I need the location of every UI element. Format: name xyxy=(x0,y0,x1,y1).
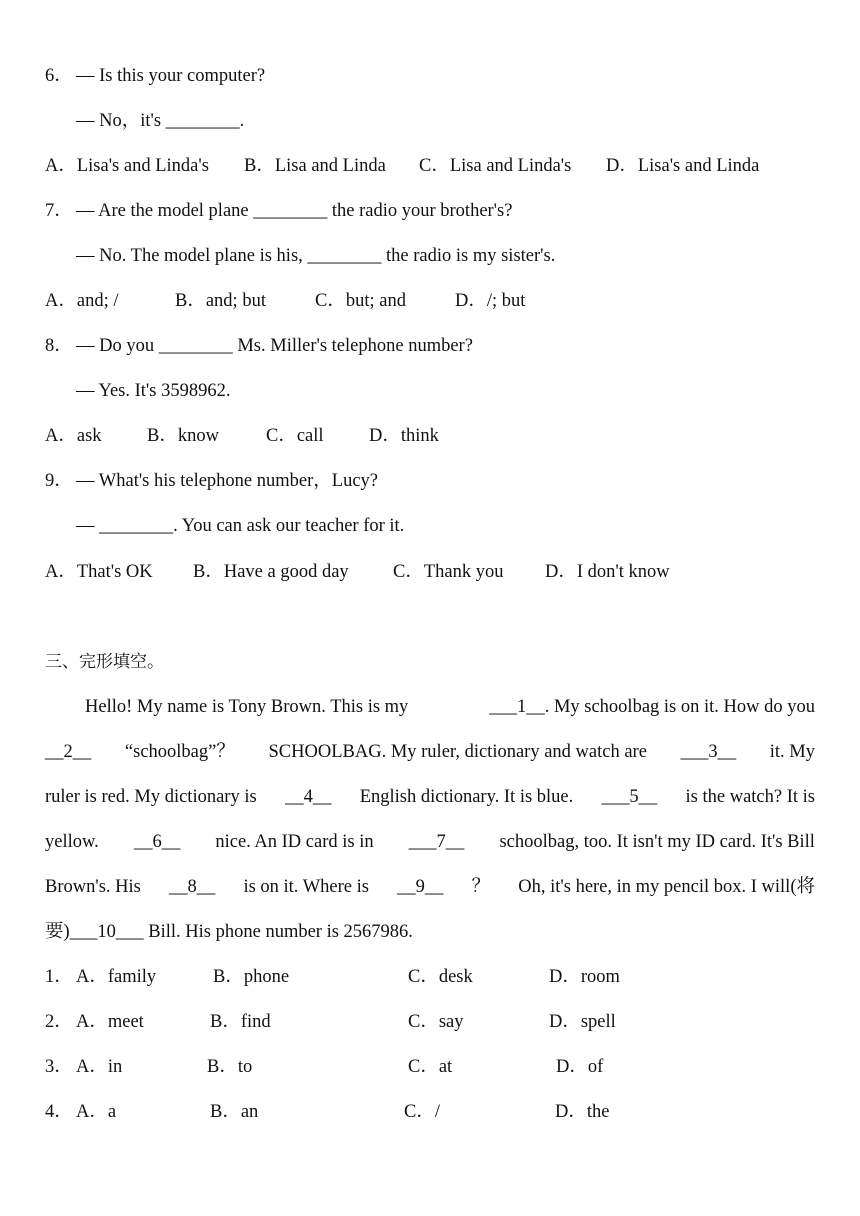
cloze-4-option-d: D．the xyxy=(555,1102,610,1122)
question-8-option-d: D．think xyxy=(369,426,439,446)
passage-text: “schoolbag”？ xyxy=(124,742,235,762)
passage-text: ___1__. My schoolbag is on it. How do you xyxy=(489,697,815,717)
question-8-reply: — Yes. It's 3598962. xyxy=(76,381,231,401)
cloze-4-option-a: A．a xyxy=(76,1102,117,1122)
question-9-reply: — ________. You can ask our teacher for it. xyxy=(76,516,405,536)
blank-6: __6__ xyxy=(133,832,181,852)
cloze-2-option-d: D．spell xyxy=(549,1012,616,1032)
question-7-option-b: B．and; but xyxy=(175,291,266,311)
cloze-4-option-c: C．/ xyxy=(404,1102,440,1122)
cloze-4-option-b: B．an xyxy=(210,1102,259,1122)
passage-text: yellow. xyxy=(45,832,99,852)
passage-text: English dictionary. It is blue. xyxy=(359,787,574,807)
question-8-option-b: B．know xyxy=(147,426,219,446)
passage-text: ？ xyxy=(471,877,491,897)
question-9-number: 9． xyxy=(45,471,73,491)
cloze-3-option-d: D．of xyxy=(556,1057,604,1077)
blank-2: __2__ xyxy=(45,742,92,762)
question-6-option-d: D．Lisa's and Linda xyxy=(606,156,760,176)
cloze-2-number: 2． xyxy=(45,1012,73,1032)
passage-line-5 xyxy=(45,875,815,899)
question-6-prompt: — Is this your computer? xyxy=(76,66,266,86)
blank-3: ___3__ xyxy=(680,742,737,762)
cloze-1-option-a: A．family xyxy=(76,967,157,987)
blank-4: __4__ xyxy=(285,787,332,807)
question-8-prompt: — Do you ________ Ms. Miller's telephone number? xyxy=(76,336,473,356)
cloze-2-option-b: B．find xyxy=(210,1012,271,1032)
blank-5: ___5__ xyxy=(601,787,658,807)
cloze-1-option-d: D．room xyxy=(549,967,620,987)
passage-text: is on it. Where is xyxy=(243,877,369,897)
cloze-1-option-b: B．phone xyxy=(213,967,290,987)
question-8-option-c: C．call xyxy=(266,426,324,446)
passage-line-2 xyxy=(45,740,815,764)
question-6-option-a: A．Lisa's and Linda's xyxy=(45,156,209,176)
passage-text: Brown's. His xyxy=(45,877,141,897)
question-9-prompt: — What's his telephone number，Lucy? xyxy=(76,471,378,491)
cloze-2-option-a: A．meet xyxy=(76,1012,144,1032)
question-7-reply: — No. The model plane is his, ________ the radio is my sister's. xyxy=(76,246,556,266)
blank-8: __8__ xyxy=(169,877,216,897)
cloze-3-option-b: B．to xyxy=(207,1057,253,1077)
passage-line-4 xyxy=(45,830,815,854)
passage-text: it. My xyxy=(769,742,815,762)
cloze-3-number: 3． xyxy=(45,1057,73,1077)
cloze-2-option-c: C．say xyxy=(408,1012,464,1032)
passage-text: ruler is red. My dictionary is xyxy=(45,787,257,807)
section-title: 三、完形填空。 xyxy=(45,652,164,672)
question-9-option-c: C．Thank you xyxy=(393,562,504,582)
blank-7: ___7__ xyxy=(408,832,465,852)
cloze-1-number: 1． xyxy=(45,967,73,987)
question-9-option-b: B．Have a good day xyxy=(193,562,349,582)
passage-text: nice. An ID card is in xyxy=(215,832,374,852)
passage-text: is the watch? It is xyxy=(685,787,815,807)
passage-line-1 xyxy=(85,695,815,719)
question-8-number: 8． xyxy=(45,336,73,356)
cloze-4-number: 4． xyxy=(45,1102,73,1122)
question-6-number: 6． xyxy=(45,66,73,86)
question-6-reply: — No，it's ________. xyxy=(76,111,245,131)
question-9-option-a: A．That's OK xyxy=(45,562,153,582)
blank-9: __9__ xyxy=(397,877,444,897)
question-9-option-d: D．I don't know xyxy=(545,562,670,582)
question-8-option-a: A．ask xyxy=(45,426,102,446)
passage-text: schoolbag, too. It isn't my ID card. It's Bill xyxy=(499,832,815,852)
cloze-3-option-c: C．at xyxy=(408,1057,453,1077)
passage-text: Oh, it's here, in my pencil box. I will(将 xyxy=(518,877,815,897)
passage-text: SCHOOLBAG. My ruler, dictionary and watch are xyxy=(268,742,647,762)
question-6-option-c: C．Lisa and Linda's xyxy=(419,156,572,176)
question-7-prompt: — Are the model plane ________ the radio your brother's? xyxy=(76,201,513,221)
cloze-3-option-a: A．in xyxy=(76,1057,123,1077)
passage-line-3 xyxy=(45,785,815,809)
question-7-number: 7． xyxy=(45,201,73,221)
passage-line-6: 要)___10___ Bill. His phone number is 2567986. xyxy=(45,922,413,942)
cloze-1-option-c: C．desk xyxy=(408,967,473,987)
question-7-option-d: D．/; but xyxy=(455,291,526,311)
question-6-option-b: B．Lisa and Linda xyxy=(244,156,386,176)
question-7-option-a: A．and; / xyxy=(45,291,119,311)
question-7-option-c: C．but; and xyxy=(315,291,406,311)
passage-text: Hello! My name is Tony Brown. This is my xyxy=(85,697,409,717)
